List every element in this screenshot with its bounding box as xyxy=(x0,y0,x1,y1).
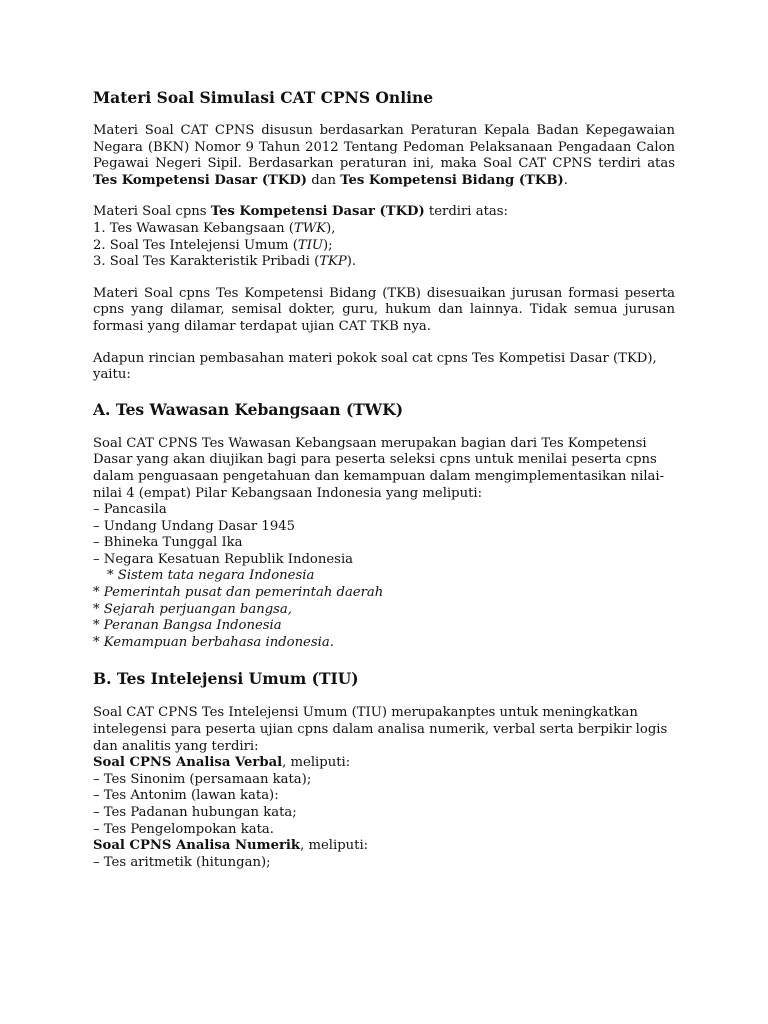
verbal-label: Soal CPNS Analisa Verbal xyxy=(93,755,283,771)
list-item-text: ), xyxy=(326,220,336,236)
numerik-list xyxy=(93,855,675,872)
numerik-label-line xyxy=(93,838,675,855)
topic-item: * Peranan Bangsa Indonesia xyxy=(93,618,282,634)
section-a-paragraph: Soal CAT CPNS Tes Wawasan Kebangsaan merupakan bagian dari Tes Kompetensi Dasar yang akan diujikan bagi para peserta seleksi cpns untuk menilai peserta cpns dalam penguasaan pengetahuan dan kemampuan dalam mengimplementasikan nilai-nilai 4 (empat) Pilar Kebangsaan Indonesia yang meliputi: xyxy=(93,435,665,501)
intro-paragraph xyxy=(93,123,675,189)
topic-item: * Sejarah perjuangan bangsa, xyxy=(93,601,292,617)
spacer xyxy=(93,688,675,705)
topic-item: * Sistem tata negara Indonesia xyxy=(107,568,315,584)
list-item-abbr: TWK xyxy=(293,220,327,236)
tkb-paragraph: Materi Soal cpns Tes Kompetensi Bidang (TKB) disesuaikan jurusan formasi peserta cpns yang dilamar, semisal dokter, guru, hukum dan lainnya. Tidak semua jurusan formasi yang dilamar terdapat ujian CAT TKB nya. xyxy=(93,285,675,334)
list-item xyxy=(93,221,675,238)
document-title: Materi Soal Simulasi CAT CPNS Online xyxy=(93,88,434,107)
list-item xyxy=(93,254,675,271)
intro-text-1: Materi Soal CAT CPNS disusun berdasarkan Peraturan Kepala Badan Kepegawaian Negara (BKN) Nomor 9 Tahun 2012 Tentang Pedoman Pelaksanaan Pengadaan Calon Pegawai Negeri Sipil. Berdasarkan peraturan ini, maka Soal CAT CPNS terdiri atas xyxy=(93,123,675,172)
document-page xyxy=(93,88,675,871)
list-item-abbr: TIU xyxy=(297,237,324,253)
list-item-abbr: TKP xyxy=(319,254,347,270)
list-item: – Bhineka Tunggal Ika xyxy=(93,535,243,551)
list-item: – Tes Sinonim (persamaan kata); xyxy=(93,771,312,787)
intro-text-3: . xyxy=(563,172,568,188)
tkd-intro-bold: Tes Kompetensi Dasar (TKD) xyxy=(210,204,425,220)
spacer xyxy=(93,651,675,669)
spacer xyxy=(93,189,675,204)
intro-bold-tkd: Tes Kompetensi Dasar (TKD) xyxy=(93,172,308,188)
intro-text-2: dan xyxy=(307,172,341,188)
spacer xyxy=(93,271,675,286)
tkd-intro-prefix: Materi Soal cpns xyxy=(93,204,211,220)
topic-item: * Pemerintah pusat dan pemerintah daerah xyxy=(93,585,384,601)
list-item xyxy=(93,238,675,255)
spacer xyxy=(93,336,675,351)
tkd-list xyxy=(93,221,675,271)
verbal-list xyxy=(93,772,675,838)
list-item-text: 3. Soal Tes Karakteristik Pribadi ( xyxy=(93,254,320,270)
section-b-paragraph: Soal CAT CPNS Tes Intelejensi Umum (TIU) merupakanptes untuk meningkatkan intelegensi para peserta ujian cpns dalam analisa numerik, verbal serta berpikir logis dan analitis yang terdiri: xyxy=(93,705,668,754)
list-item: – Negara Kesatuan Republik Indonesia xyxy=(93,551,354,567)
rincian-paragraph: Adapun rincian pembasahan materi pokok soal cat cpns Tes Kompetisi Dasar (TKD), yaitu: xyxy=(93,350,657,383)
list-item-text: ). xyxy=(346,254,357,270)
list-item: – Tes Antonim (lawan kata): xyxy=(93,788,279,804)
section-b-heading: B. Tes Intelejensi Umum (TIU) xyxy=(93,669,359,689)
list-item: – Tes aritmetik (hitungan); xyxy=(93,854,271,870)
numerik-label: Soal CPNS Analisa Numerik xyxy=(93,838,301,854)
tkd-intro xyxy=(93,204,675,221)
list-item: – Tes Padanan hubungan kata; xyxy=(93,805,297,820)
spacer xyxy=(93,384,675,400)
list-item: – Undang Undang Dasar 1945 xyxy=(93,518,295,534)
verbal-label-line xyxy=(93,755,675,772)
list-item-text: 2. Soal Tes Intelejensi Umum ( xyxy=(93,237,298,253)
list-item-text: ); xyxy=(323,237,333,253)
spacer xyxy=(93,419,675,436)
numerik-suffix: , meliputi: xyxy=(300,838,369,854)
intro-bold-tkb: Tes Kompetensi Bidang (TKB) xyxy=(340,172,564,188)
verbal-suffix: , meliputi: xyxy=(282,755,351,771)
list-item: – Pancasila xyxy=(93,502,167,518)
pillar-list xyxy=(93,502,675,568)
list-item-text: 1. Tes Wawasan Kebangsaan ( xyxy=(93,220,294,236)
section-a-heading: A. Tes Wawasan Kebangsaan (TWK) xyxy=(93,399,404,419)
list-item: – Tes Pengelompokan kata. xyxy=(93,821,274,837)
tkd-intro-suffix: terdiri atas: xyxy=(424,204,508,220)
topic-item: * Kemampuan berbahasa indonesia. xyxy=(93,634,334,650)
